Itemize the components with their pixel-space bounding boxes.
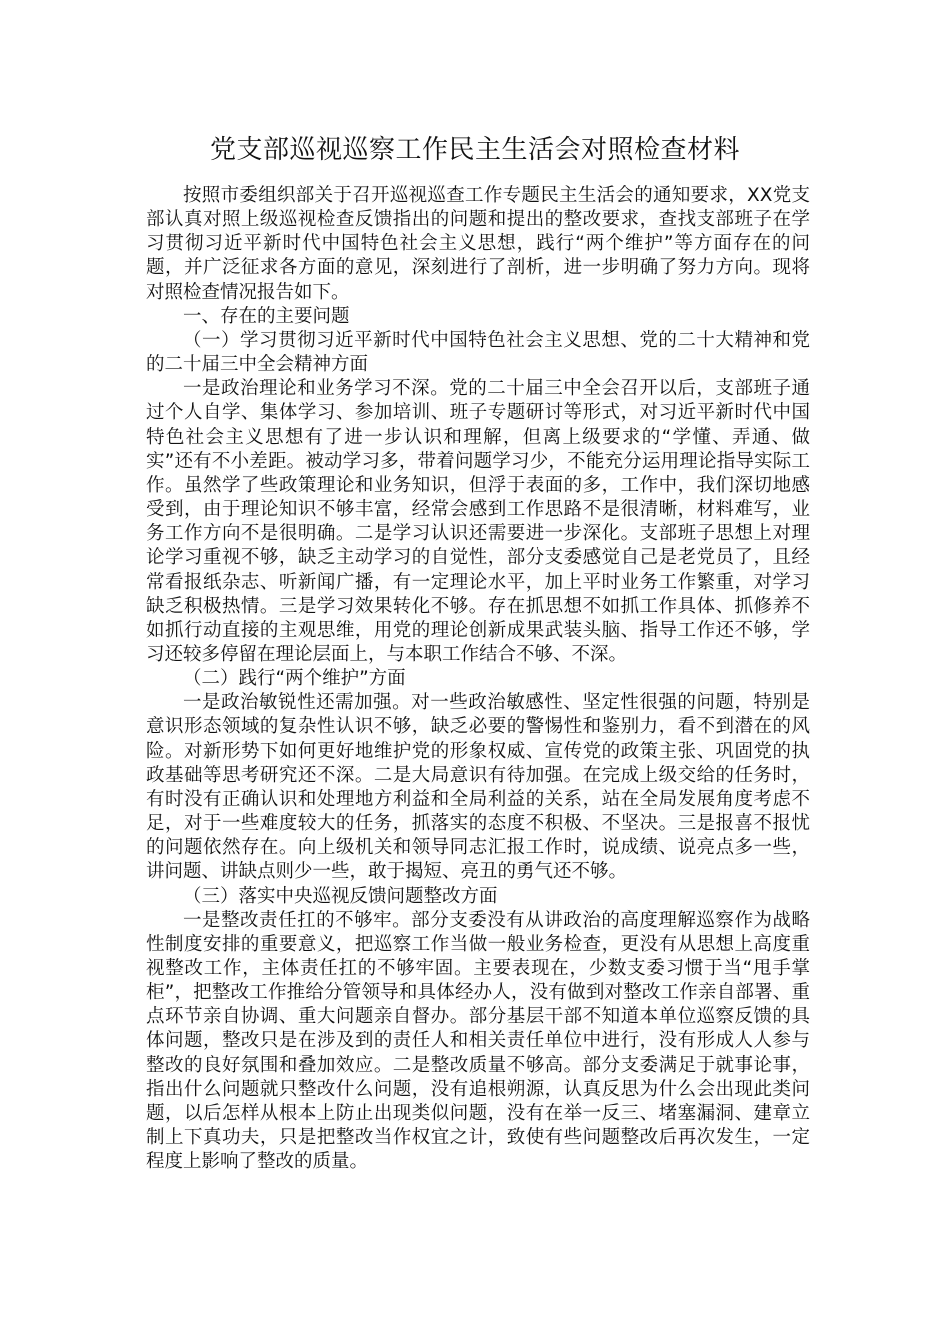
intro-paragraph: 按照市委组织部关于召开巡视巡查工作专题民主生活会的通知要求，XX党支部认真对照上级巡视检查反馈指出的问题和提出的整改要求，查找支部班子在学习贯彻习近平新时代中国特色社会主义思想，践行“两个维护”等方面存在的问题，并广泛征求各方面的意见，深刻进行了剖析，进一步明确了努力方向。现将对照检查情况报告如下。 (146, 185, 810, 303)
subsection-heading-3: （三）落实中央巡视反馈问题整改方面 (183, 885, 498, 907)
document-body (146, 184, 810, 1174)
subsection-body-3: 一是整改责任扛的不够牢。部分支委没有从讲政治的高度理解巡察作为战略性制度安排的重要意义，把巡察工作当做一般业务检查，更没有从思想上高度重视整改工作，主体责任扛的不够牢固。主要表现在，少数支委习惯于当“甩手掌柜”，把整改工作推给分管领导和具体经办人，没有做到对整改工作亲自部署、重点环节亲自协调、重大问题亲自督办。部分基层干部不知道本单位巡察反馈的具体问题，整改只是在涉及到的责任人和相关责任单位中进行，没有形成人人参与整改的良好氛围和叠加效应。二是整改质量不够高。部分支委满足于就事论事，指出什么问题就只整改什么问题，没有追根朔源，认真反思为什么会出现此类问题，以后怎样从根本上防止出现类似问题，没有在举一反三、堵塞漏洞、建章立制上下真功夫，只是把整改当作权宜之计，致使有些问题整改后再次发生，一定程度上影响了整改的质量。 (146, 909, 810, 1173)
subsection-body-1: 一是政治理论和业务学习不深。党的二十届三中全会召开以后，支部班子通过个人自学、集体学习、参加培训、班子专题研讨等形式，对习近平新时代中国特色社会主义思想有了进一步认识和理解，但离上级要求的“学懂、弄通、做实”还有不小差距。被动学习多，带着问题学习少，不能充分运用理论指导实际工作。虽然学了些政策理论和业务知识，但浮于表面的多，工作中，我们深切地感受到，由于理论知识不够丰富，经常会感到工作思路不是很清晰，材料难写，业务工作方向不是很明确。二是学习认识还需要进一步深化。支部班子思想上对理论学习重视不够，缺乏主动学习的自觉性，部分支委感觉自己是老党员了，且经常看报纸杂志、听新闻广播，有一定理论水平，加上平时业务工作繁重，对学习缺乏积极热情。三是学习效果转化不够。存在抓思想不如抓工作具体、抓修养不如抓行动直接的主观思维，用党的理论创新成果武装头脑、指导工作还不够，学习还较多停留在理论层面上，与本职工作结合不够、不深。 (146, 378, 810, 665)
document-title: 党支部巡视巡察工作民主生活会对照检查材料 (209, 135, 740, 165)
subsection-heading-1: （一）学习贯彻习近平新时代中国特色社会主义思想、党的二十大精神和党的二十届三中全会精神方面 (146, 329, 810, 376)
subsection-body-2: 一是政治敏锐性还需加强。对一些政治敏感性、坚定性很强的问题，特别是意识形态领域的复杂性认识不够，缺乏必要的警惕性和鉴别力，看不到潜在的风险。对新形势下如何更好地维护党的形象权威、宣传党的政策主张、巩固党的执政基础等思考研究还不深。二是大局意识有待加强。在完成上级交给的任务时，有时没有正确认识和处理地方利益和全局利益的关系，站在全局发展角度考虑不足，对于一些难度较大的任务，抓落实的态度不积极、不坚决。三是报喜不报忧的问题依然存在。向上级机关和领导同志汇报工作时，说成绩、说亮点多一些，讲问题、讲缺点则少一些，敢于揭短、亮丑的勇气还不够。 (146, 692, 810, 883)
subsection-heading-2: （二）践行“两个维护”方面 (183, 668, 406, 690)
section-heading-main-problems: 一、存在的主要问题 (183, 305, 350, 327)
